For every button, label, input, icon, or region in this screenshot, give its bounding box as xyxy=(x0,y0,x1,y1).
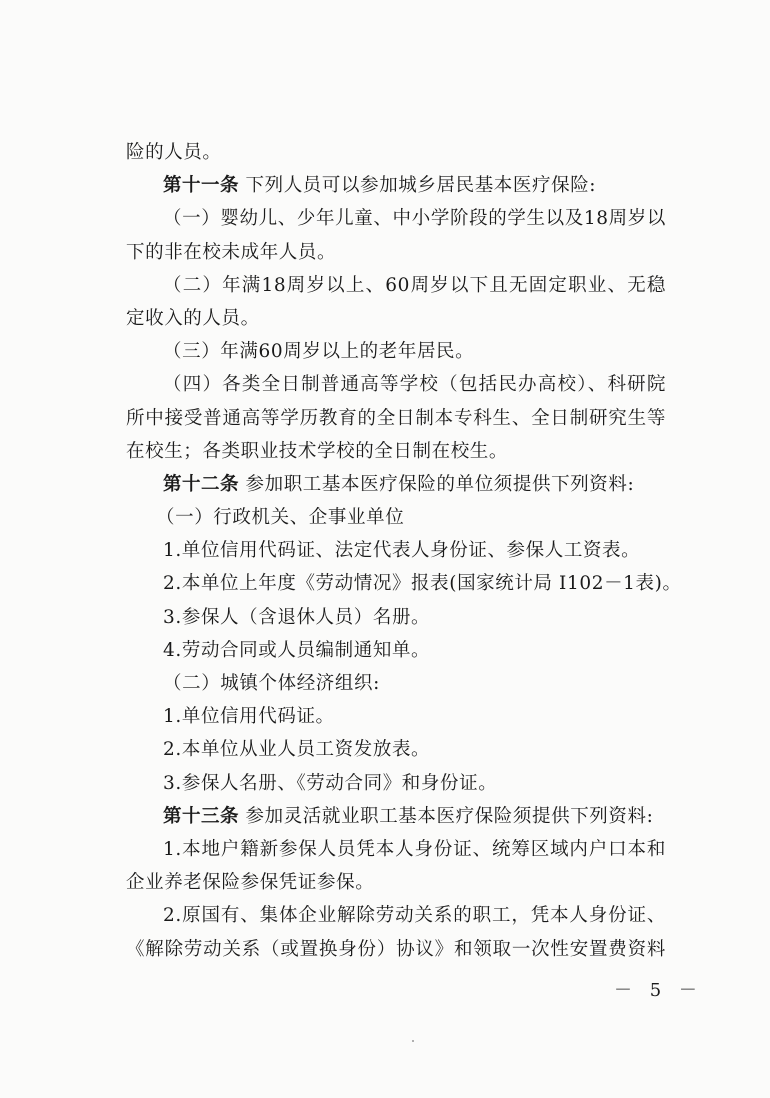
text-line xyxy=(126,767,666,800)
line-text: 在校生；各类职业技术学校的全日制在校生。 xyxy=(126,440,509,462)
text-line xyxy=(126,601,666,634)
line-text: 3.参保人（含退休人员）名册。 xyxy=(163,606,431,628)
text-line xyxy=(126,335,666,368)
article-heading-line xyxy=(126,468,666,501)
article-number: 第十三条 xyxy=(163,805,240,827)
line-text: （一）行政机关、企事业单位 xyxy=(156,507,405,529)
line-text: 企业养老保险参保凭证参保。 xyxy=(126,872,375,894)
line-text: 4.劳动合同或人员编制通知单。 xyxy=(163,639,431,661)
article-number: 第十二条 xyxy=(163,473,240,495)
line-text: 定收入的人员。 xyxy=(126,307,260,329)
line-text: （四）各类全日制普通高等学校（包括民办高校）、科研院 xyxy=(163,374,666,396)
text-line xyxy=(126,567,682,600)
line-text: 参加灵活就业职工基本医疗保险须提供下列资料: xyxy=(245,805,654,827)
line-text: （一）婴幼儿、少年儿童、中小学阶段的学生以及18周岁以 xyxy=(163,208,666,230)
line-text: 1.单位信用代码证、法定代表人身份证、参保人工资表。 xyxy=(163,540,641,562)
line-text: 参加职工基本医疗保险的单位须提供下列资料: xyxy=(245,473,635,495)
line-text: 1.单位信用代码证。 xyxy=(163,706,335,728)
text-line xyxy=(126,269,666,302)
text-line xyxy=(126,302,666,335)
line-text: （二）年满18周岁以上、60周岁以下且无固定职业、无稳 xyxy=(163,274,666,296)
text-line xyxy=(126,501,666,534)
text-line xyxy=(126,667,666,700)
text-line xyxy=(126,202,666,235)
text-line xyxy=(126,733,666,766)
text-line xyxy=(126,368,666,401)
scan-speck xyxy=(412,1040,414,1042)
text-line xyxy=(126,933,666,966)
text-line xyxy=(126,435,666,468)
text-line xyxy=(126,899,666,932)
text-line xyxy=(126,700,666,733)
page-number: － 5 － xyxy=(614,980,703,1001)
text-line xyxy=(126,634,666,667)
line-text: 3.参保人名册、《劳动合同》和身份证。 xyxy=(163,772,498,794)
article-number: 第十一条 xyxy=(163,175,240,197)
text-line xyxy=(126,866,666,899)
line-text: （二）城镇个体经济组织: xyxy=(163,673,380,694)
text-line xyxy=(126,833,666,866)
document-body xyxy=(126,136,682,966)
line-text: 《解除劳动关系（或置换身份）协议》和领取一次性安置费资料 xyxy=(126,938,666,960)
text-line xyxy=(126,534,666,567)
text-line xyxy=(126,402,666,435)
article-heading-line xyxy=(126,169,666,202)
text-line xyxy=(126,236,666,269)
line-text: 险的人员。 xyxy=(126,142,222,163)
line-text: 下列人员可以参加城乡居民基本医疗保险: xyxy=(245,175,597,197)
line-text: 2.原国有、集体企业解除劳动关系的职工，凭本人身份证、 xyxy=(163,905,666,927)
line-text: 所中接受普通高等学历教育的全日制本专科生、全日制研究生等 xyxy=(126,407,666,429)
line-text: 下的非在校未成年人员。 xyxy=(126,241,337,263)
line-text: 2.本单位从业人员工资发放表。 xyxy=(163,739,431,761)
line-text: 2.本单位上年度《劳动情况》报表(国家统计局 I102－1表)。 xyxy=(163,573,682,595)
article-heading-line xyxy=(126,800,666,833)
line-text: （三）年满60周岁以上的老年居民。 xyxy=(163,341,475,363)
line-text: 1.本地户籍新参保人员凭本人身份证、统筹区域内户口本和 xyxy=(163,838,666,860)
text-line xyxy=(126,136,666,169)
